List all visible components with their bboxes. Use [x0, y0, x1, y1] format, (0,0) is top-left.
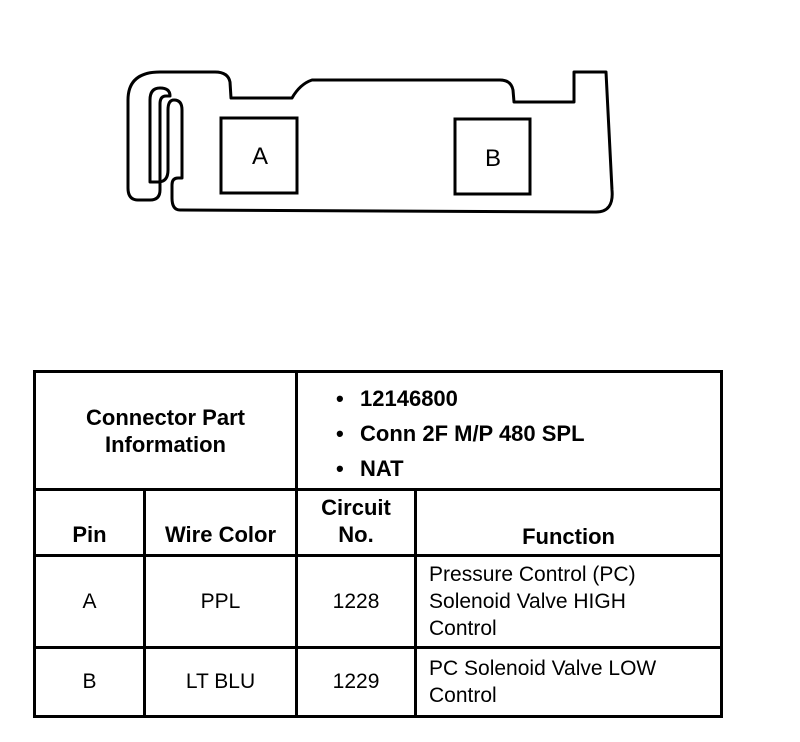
part-info-values-cell: [297, 372, 722, 490]
pin-cell: A: [35, 556, 145, 648]
table-row: [35, 648, 722, 717]
connector-housing-outline: [128, 72, 612, 212]
part-info-label-line2: Information: [105, 431, 226, 457]
wire-color-cell: PPL: [145, 556, 297, 648]
column-header-function: Function: [416, 490, 722, 556]
connector-face-diagram: [0, 0, 800, 240]
connector-info-table: [33, 370, 720, 715]
part-info-row: [35, 372, 722, 490]
part-info-item: • 12146800: [336, 386, 458, 411]
part-info-label-line1: Connector Part: [86, 404, 245, 430]
function-cell: Pressure Control (PC) Solenoid Valve HIGH Control: [416, 556, 722, 648]
function-cell: PC Solenoid Valve LOW Control: [416, 648, 722, 717]
column-header-circuit: Circuit No.: [297, 490, 416, 556]
column-header-row: [35, 490, 722, 556]
part-info-label-cell: [35, 372, 297, 490]
table-row: [35, 556, 722, 648]
pin-a-label: A: [251, 143, 269, 170]
column-header-pin: Pin: [35, 490, 145, 556]
part-info-item: • Conn 2F M/P 480 SPL: [336, 421, 585, 446]
wire-color-cell: LT BLU: [145, 648, 297, 717]
part-info-list: [298, 373, 720, 486]
pin-b-label: B: [484, 145, 502, 172]
part-info-item: • NAT: [336, 456, 404, 481]
column-header-wire-color: Wire Color: [145, 490, 297, 556]
circuit-cell: 1229: [297, 648, 416, 717]
circuit-cell: 1228: [297, 556, 416, 648]
pin-cell: B: [35, 648, 145, 717]
